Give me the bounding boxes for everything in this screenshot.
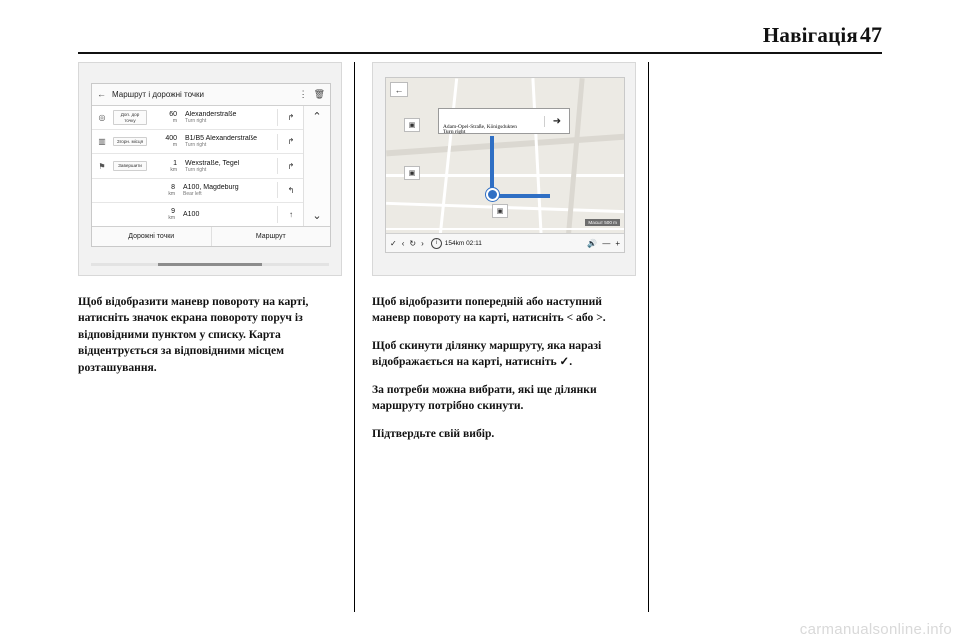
paragraph: Щоб відобразити попередній або наступний маневр повороту на карті, натисніть < або >. (372, 295, 606, 325)
waypoint-icon: ▥ (98, 137, 106, 147)
screen-title: Маршрут і дорожні точки (112, 90, 204, 99)
page-header (78, 22, 882, 48)
left-column (78, 62, 342, 387)
list-item[interactable] (92, 203, 303, 226)
maneuver-icon[interactable]: ↱ (287, 137, 295, 147)
page-title: Навігація (762, 23, 858, 47)
left-body-text (78, 294, 328, 376)
row-unit: km (170, 166, 177, 173)
maneuver-callout[interactable] (438, 108, 570, 134)
row-name: B1/B5 Alexanderstraße (185, 135, 257, 143)
row-distance: 1 km (151, 160, 177, 173)
right-body-text (372, 294, 622, 442)
row-separator (277, 206, 278, 222)
row-unit: m (172, 142, 177, 149)
paragraph: Щоб відобразити маневр повороту на карті, натисніть значок екрана повороту поруч із відповідними пунктом у списку. Карта відцентрується за відповідними місцем розташування. (78, 295, 309, 374)
zoom-in-icon[interactable]: + (615, 238, 620, 248)
row-tag[interactable]: Завершити (113, 161, 147, 170)
row-name: A100, Magdeburg (183, 183, 239, 191)
figure-route-list (78, 62, 342, 276)
tab-route[interactable]: Маршрут (211, 227, 331, 246)
chevron-up-icon[interactable]: ⌃ (312, 111, 322, 123)
screen-body (92, 106, 330, 226)
row-tag (113, 189, 145, 191)
list-item[interactable] (92, 130, 303, 154)
screen-tabs (92, 226, 330, 246)
row-sub: Turn right (185, 142, 207, 149)
row-name-block (181, 111, 273, 124)
chevron-down-icon[interactable]: ⌄ (312, 210, 322, 222)
back-icon[interactable]: ← (97, 89, 106, 99)
maneuver-icon[interactable]: ↑ (289, 209, 293, 219)
waypoint-icon: ⚑ (98, 161, 106, 171)
row-separator (277, 158, 278, 174)
watermark: carmanualsonline.info (799, 621, 952, 638)
row-name-block (179, 184, 273, 197)
callout-instruction: Turn right (443, 130, 466, 136)
route-line (490, 194, 550, 198)
screen-titlebar (92, 84, 330, 106)
map-screen[interactable] (385, 77, 625, 253)
map-road (386, 174, 625, 177)
maneuver-icon[interactable]: ↱ (287, 113, 295, 123)
vehicle-position-marker (486, 188, 499, 201)
map-scale-label: Масшт 500 m (585, 219, 620, 226)
row-unit: km (168, 214, 175, 221)
figure-scroll-indicator (91, 263, 329, 266)
map-marker-icon[interactable]: ▣ (404, 118, 420, 132)
header-rule (78, 52, 882, 54)
callout-text (439, 124, 544, 137)
trash-icon[interactable]: 🗑 (313, 89, 325, 99)
figure-map-view (372, 62, 636, 276)
row-tag[interactable]: Доп. дор точку (113, 110, 147, 125)
page-number: 47 (860, 22, 882, 47)
paragraph: Підтвердьте свій вибір. (372, 426, 495, 440)
map-marker-icon[interactable]: ▣ (404, 166, 420, 180)
tab-waypoints[interactable]: Дорожні точки (128, 233, 175, 240)
row-name-block (179, 211, 273, 218)
row-name: Alexanderstraße (185, 111, 237, 119)
row-name: A100 (183, 210, 200, 218)
info-icon[interactable]: i (431, 238, 442, 249)
row-name-block (181, 160, 273, 173)
row-sub: Bear left (183, 190, 202, 197)
waypoint-icon: ◎ (98, 113, 106, 123)
row-distance: 8 km (149, 184, 175, 197)
row-tag (113, 213, 145, 215)
scrollbar[interactable] (303, 106, 330, 226)
row-distance: 9 km (149, 208, 175, 221)
column-divider-right (648, 62, 649, 612)
row-distance: 400 m (151, 135, 177, 148)
row-sub: Turn right (185, 118, 207, 125)
reroute-icon[interactable]: ↻ (409, 238, 417, 248)
zoom-out-icon[interactable]: — (602, 238, 611, 248)
back-icon[interactable]: ← (390, 82, 408, 97)
eta-display (431, 238, 482, 249)
row-separator (277, 109, 278, 125)
row-separator (277, 134, 278, 150)
map-toolbar (386, 233, 624, 252)
list-item[interactable] (92, 106, 303, 130)
confirm-icon[interactable]: ✓ (390, 238, 397, 248)
list-item[interactable] (92, 179, 303, 203)
next-maneuver-icon[interactable]: › (421, 238, 424, 248)
map-road (437, 78, 458, 253)
row-tag[interactable]: Згорн. місця (113, 137, 147, 146)
turn-right-icon: ➜ (544, 116, 569, 127)
maneuver-icon[interactable]: ↰ (287, 185, 295, 195)
map-road (386, 228, 625, 230)
column-divider-left (354, 62, 355, 612)
row-separator (277, 182, 278, 198)
eta-value: 154km 02:11 (444, 239, 482, 247)
previous-maneuver-icon[interactable]: ‹ (401, 238, 405, 248)
paragraph: Щоб скинути ділянку маршруту, яка наразі відображається на карті, натисніть ✓. (372, 338, 602, 369)
row-distance: 60 m (151, 111, 177, 124)
maneuver-icon[interactable]: ↱ (287, 161, 295, 171)
infotainment-screen (91, 83, 331, 247)
row-sub: Turn right (185, 166, 207, 173)
row-name: Wexstraße, Tegel (185, 159, 240, 167)
right-column (372, 62, 636, 453)
row-unit: m (172, 118, 177, 125)
list-item[interactable] (92, 154, 303, 178)
map-road (531, 78, 543, 253)
route-list (92, 106, 303, 226)
speaker-icon[interactable]: 🔊 (587, 238, 598, 248)
menu-icon[interactable]: ⋮ (298, 89, 308, 99)
row-name-block (181, 135, 273, 148)
callout-street: Adam-Opel-Straße, Königsdukten (443, 123, 517, 130)
row-unit: km (168, 190, 175, 197)
map-road (386, 134, 625, 157)
paragraph: За потреби можна вибрати, які ще ділянки маршруту потрібно скинути. (372, 382, 597, 413)
map-marker-icon[interactable]: ▣ (492, 204, 508, 218)
map-road (564, 78, 584, 253)
